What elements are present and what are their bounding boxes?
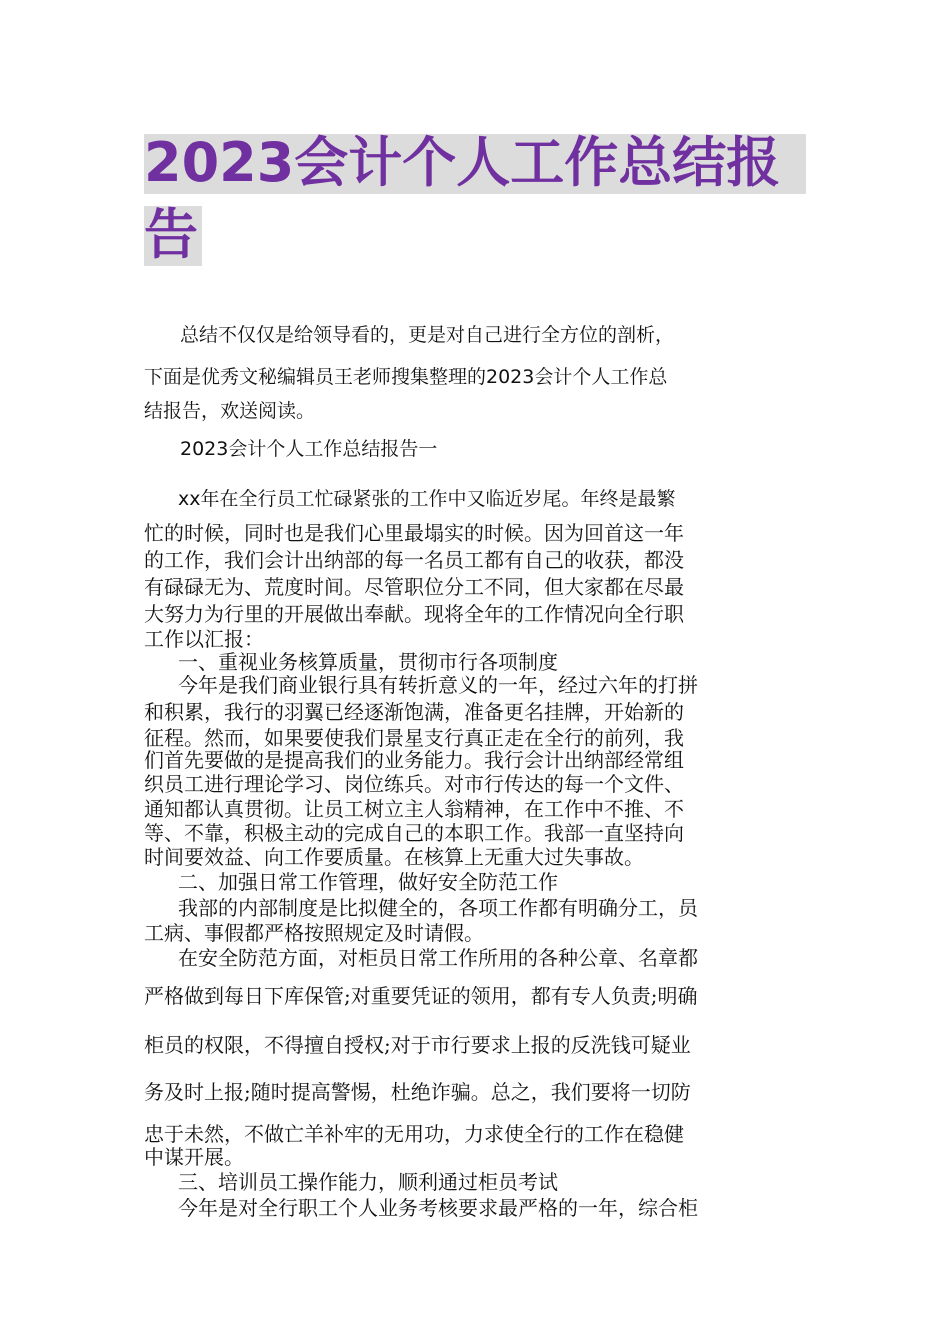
paragraph-line: 有碌碌无为、荒度时间。尽管职位分工不同，但大家都在尽最 xyxy=(144,575,684,599)
paragraph-line: 织员工进行理论学习、岗位练兵。对市行传达的每一个文件、 xyxy=(144,772,684,796)
paragraph-line: 下面是优秀文秘编辑员王老师搜集整理的2023会计个人工作总 xyxy=(144,366,668,388)
paragraph-line: xx年在全行员工忙碌紧张的工作中又临近岁尾。年终是最繁 xyxy=(178,488,676,510)
paragraph-line: 工作以汇报： xyxy=(144,627,264,651)
section-heading: 2023会计个人工作总结报告一 xyxy=(180,438,438,460)
paragraph-line: 忠于未然，不做亡羊补牢的无用功，力求使全行的工作在稳健 xyxy=(144,1122,684,1146)
paragraph-line: 的工作，我们会计出纳部的每一名员工都有自己的收获，都没 xyxy=(144,548,684,572)
document-title-line-1: 2023会计个人工作总结报 xyxy=(144,134,806,194)
section-heading: 二、加强日常工作管理，做好安全防范工作 xyxy=(178,870,558,894)
paragraph-line: 征程。然而，如果要使我们景星支行真正走在全行的前列，我 xyxy=(144,726,684,750)
paragraph-line: 大努力为行里的开展做出奉献。现将全年的工作情况向全行职 xyxy=(144,602,684,626)
paragraph-line: 和积累，我行的羽翼已经逐渐饱满，准备更名挂牌，开始新的 xyxy=(144,700,684,724)
section-heading: 三、培训员工操作能力，顺利通过柜员考试 xyxy=(178,1170,558,1194)
paragraph-line: 总结不仅仅是给领导看的，更是对自己进行全方位的剖析， xyxy=(180,324,675,346)
paragraph-line: 今年是对全行职工个人业务考核要求最严格的一年，综合柜 xyxy=(178,1196,698,1220)
paragraph-line: 柜员的权限，不得擅自授权;对于市行要求上报的反洗钱可疑业 xyxy=(144,1033,691,1057)
paragraph-line: 等、不靠，积极主动的完成自己的本职工作。我部一直坚持向 xyxy=(144,821,684,845)
document-title-line-2: 告 xyxy=(144,206,202,266)
paragraph-line: 中谋开展。 xyxy=(144,1145,244,1169)
paragraph-line: 工病、事假都严格按照规定及时请假。 xyxy=(144,921,484,945)
paragraph-line: 们首先要做的是提高我们的业务能力。我行会计出纳部经常组 xyxy=(144,748,684,772)
paragraph-line: 务及时上报;随时提高警惕，杜绝诈骗。总之，我们要将一切防 xyxy=(144,1080,691,1104)
section-heading: 一、重视业务核算质量，贯彻市行各项制度 xyxy=(178,650,558,674)
paragraph-line: 我部的内部制度是比拟健全的，各项工作都有明确分工，员 xyxy=(178,896,698,920)
paragraph-line: 时间要效益、向工作要质量。在核算上无重大过失事故。 xyxy=(144,845,644,869)
paragraph-line: 今年是我们商业银行具有转折意义的一年，经过六年的打拼 xyxy=(178,673,698,697)
paragraph-line: 结报告，欢送阅读。 xyxy=(144,400,316,422)
paragraph-line: 忙的时候，同时也是我们心里最塌实的时候。因为回首这一年 xyxy=(144,521,684,545)
paragraph-line: 在安全防范方面，对柜员日常工作所用的各种公章、名章都 xyxy=(178,946,698,970)
paragraph-line: 通知都认真贯彻。让员工树立主人翁精神，在工作中不推、不 xyxy=(144,797,684,821)
paragraph-line: 严格做到每日下库保管;对重要凭证的领用，都有专人负责;明确 xyxy=(144,984,698,1008)
